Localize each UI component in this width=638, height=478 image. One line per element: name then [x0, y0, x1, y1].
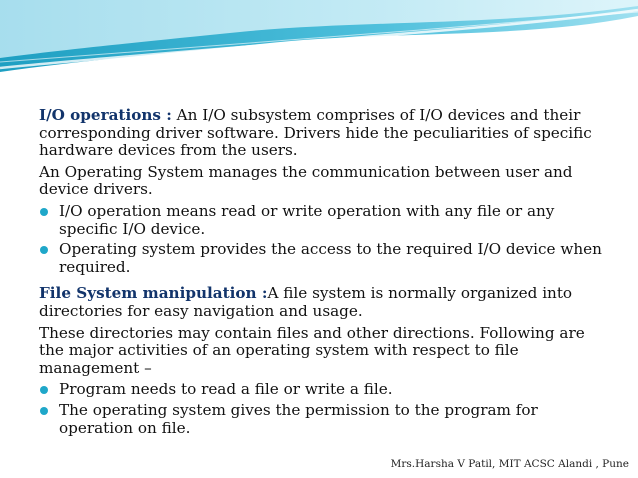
list-item — [39, 241, 609, 276]
bullet-text: The operating system gives the permission to the program for operation on file. — [59, 400, 538, 437]
file-bullet-list — [39, 381, 609, 437]
bullet-dot-icon — [40, 386, 48, 394]
slide-content — [39, 107, 609, 441]
file-system-intro: A file system is normally organized into directories for easy navigation and usage. — [39, 284, 573, 320]
file-system-paragraph — [39, 285, 609, 320]
io-manager-paragraph: An Operating System manages the communication between user and device drivers. — [39, 162, 573, 199]
bullet-dot-icon — [40, 246, 48, 254]
bullet-text: Program needs to read a file or write a file. — [59, 380, 393, 399]
io-operations-paragraph — [39, 107, 609, 160]
author-credit: Mrs.Harsha V Patil, MIT ACSC Alandi , Pune — [390, 458, 629, 470]
bullet-dot-icon — [40, 208, 48, 216]
io-operations-intro: An I/O subsystem comprises of I/O devices and their corresponding driver software. Drivers hide the peculiarities of specific hardware devices from the users. — [39, 106, 592, 160]
io-operations-heading: I/O operations : — [39, 106, 172, 124]
list-item — [39, 203, 609, 238]
bullet-dot-icon — [40, 407, 48, 415]
decorative-wave-banner — [0, 0, 638, 90]
bullet-text: I/O operation means read or write operation with any file or any specific I/O device. — [59, 201, 555, 238]
io-bullet-list — [39, 203, 609, 276]
list-item — [39, 381, 609, 399]
file-management-paragraph: These directories may contain files and other directions. Following are the major activities of an operating system with respect to file management – — [39, 323, 585, 377]
file-system-heading: File System manipulation : — [39, 284, 268, 303]
list-item — [39, 402, 609, 437]
bullet-text: Operating system provides the access to the required I/O device when required. — [59, 240, 602, 276]
